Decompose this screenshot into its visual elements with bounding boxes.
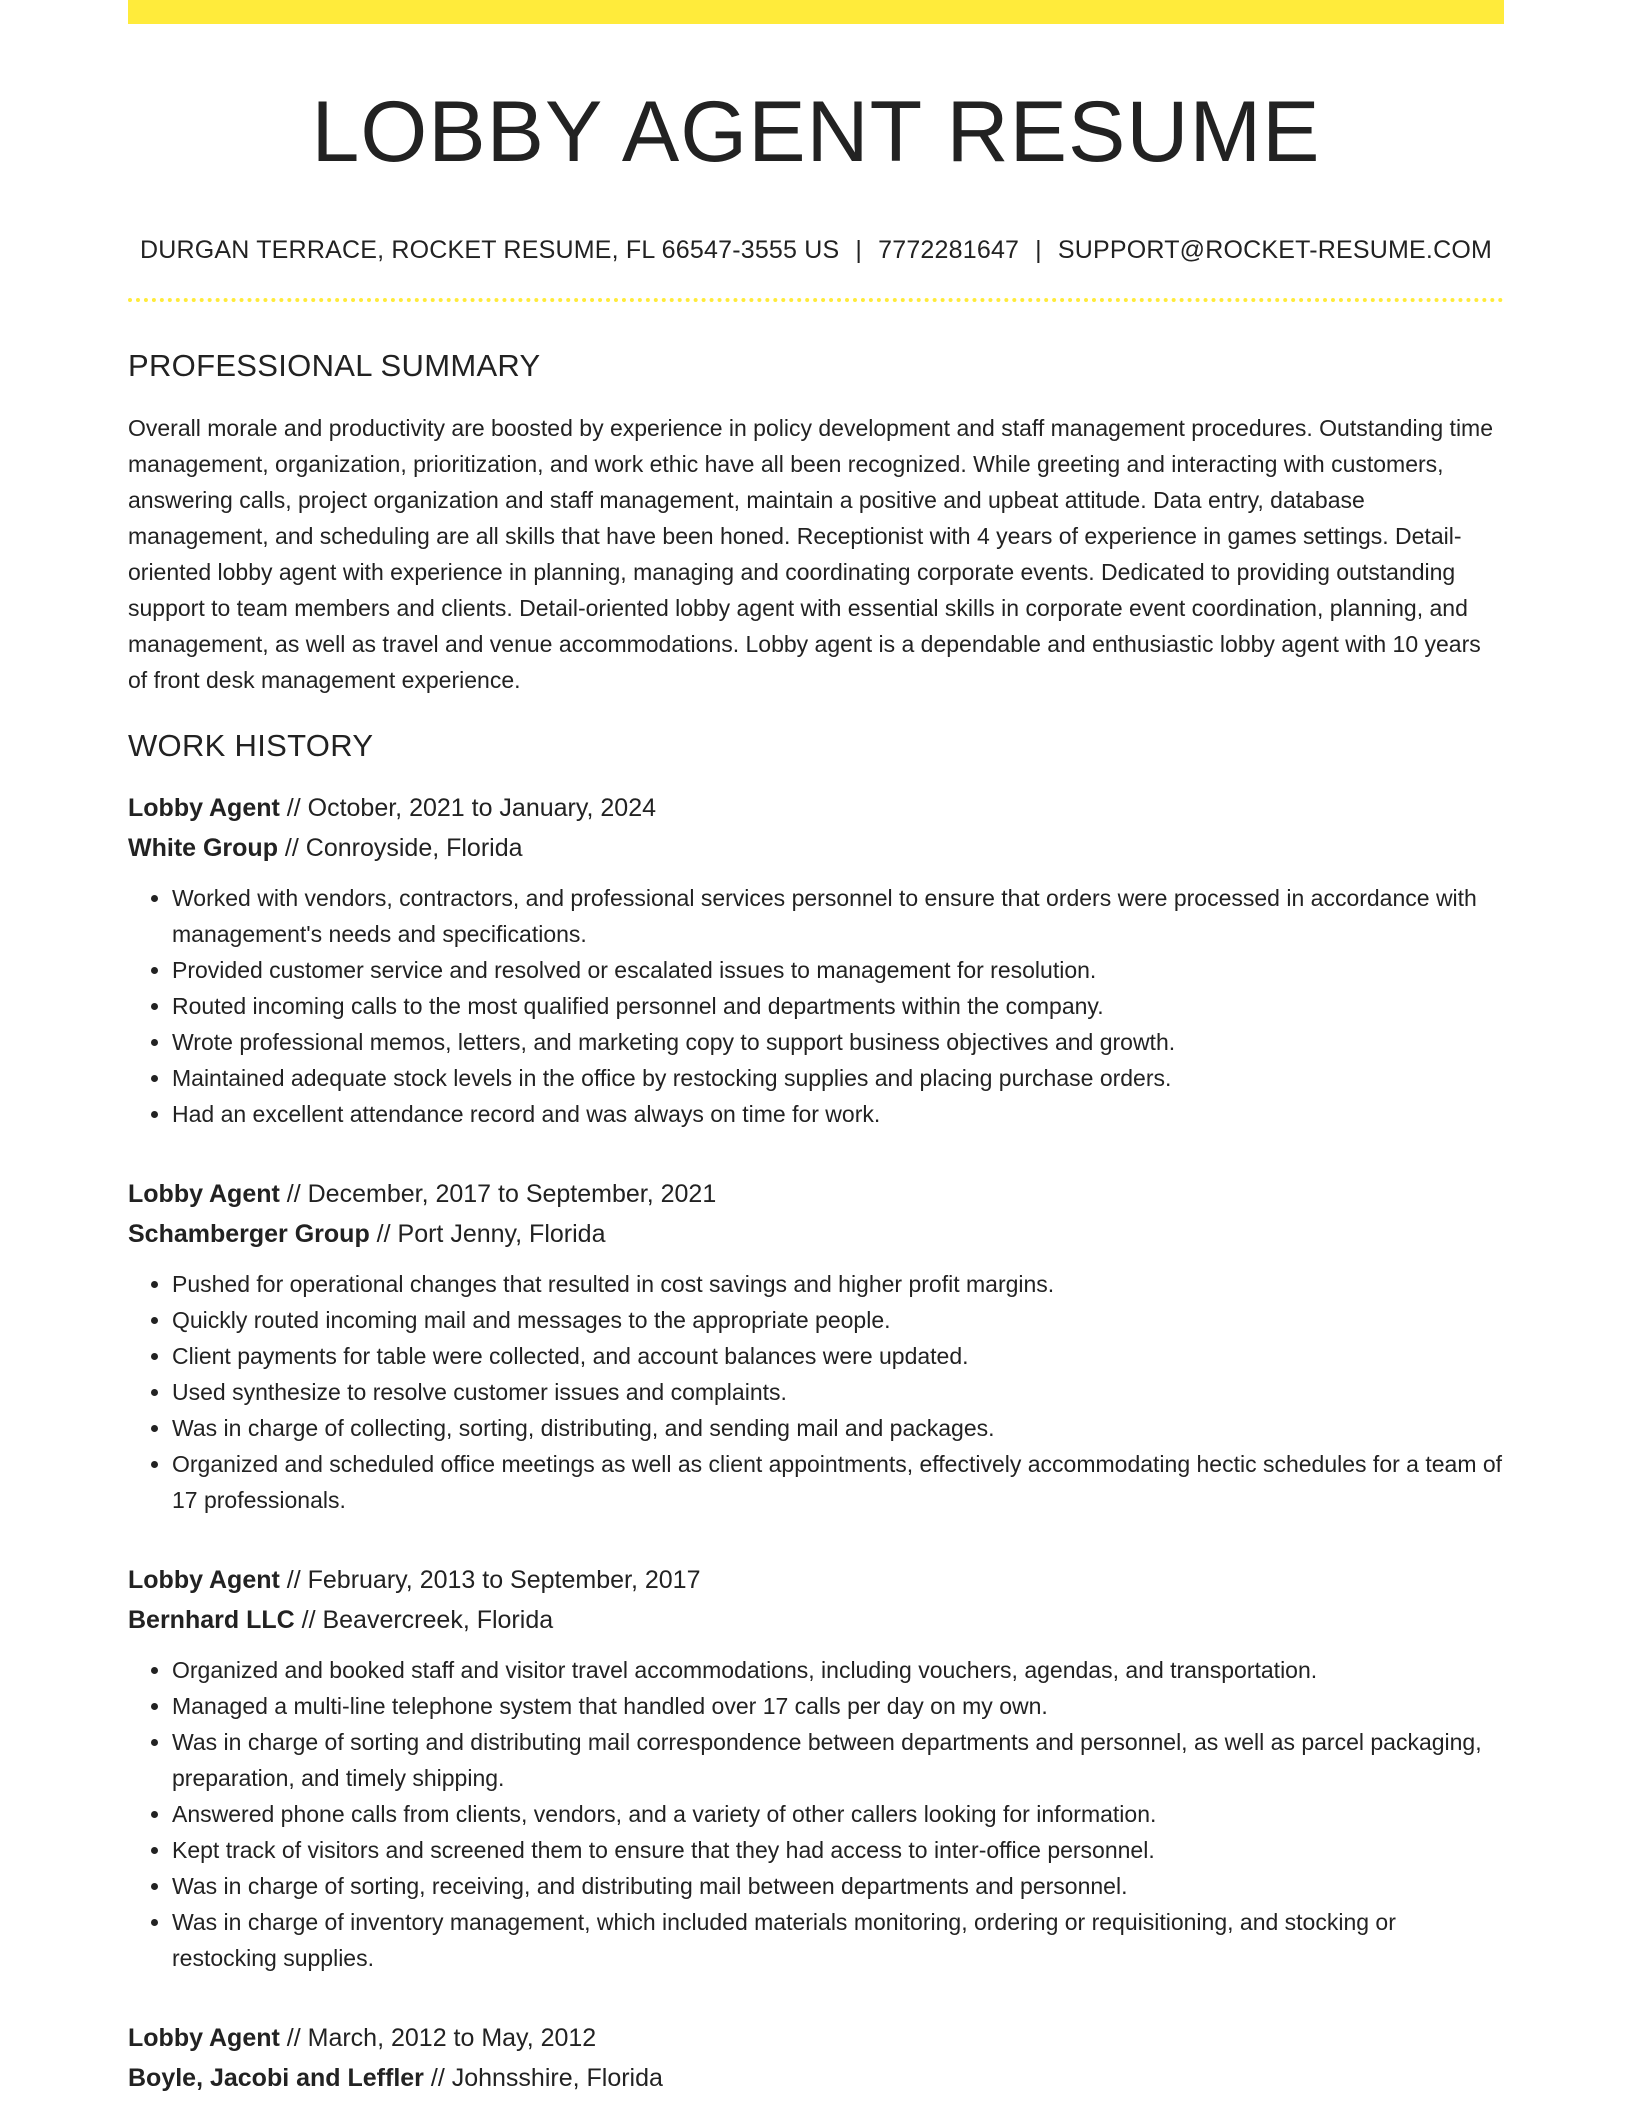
job-role: Lobby Agent [128,1180,280,1208]
job-role: Lobby Agent [128,2024,280,2052]
job-role-line [128,1174,1504,1214]
job-entry [128,788,1504,1132]
job-entry [128,1560,1504,1976]
resume-content [128,0,1504,2098]
job-bullet: • Maintained adequate stock levels in the office by restocking supplies and placing purchase orders. [172,1060,1504,1096]
dotted-divider [128,298,1504,302]
job-bullet: • Was in charge of sorting, receiving, and distributing mail between departments and personnel. [172,1868,1504,1904]
job-company: Boyle, Jacobi and Leffler [128,2064,424,2092]
job-company: White Group [128,834,278,862]
job-bullet: • Client payments for table were collected, and account balances were updated. [172,1338,1504,1374]
job-bullet: • Used synthesize to resolve customer issues and complaints. [172,1374,1504,1410]
job-bullet: • Organized and scheduled office meetings as well as client appointments, effectively accommodating hectic schedules for a team of 17 professionals. [172,1446,1504,1518]
job-bullets [128,1266,1504,1518]
job-bullet: • Routed incoming calls to the most qualified personnel and departments within the company. [172,988,1504,1024]
contact-email: SUPPORT@ROCKET-RESUME.COM [1057,236,1493,264]
job-bullet: • Provided customer service and resolved or escalated issues to management for resolution. [172,952,1504,988]
job-bullet: • Pushed for operational changes that resulted in cost savings and higher profit margins. [172,1266,1504,1302]
job-bullet: • Wrote professional memos, letters, and marketing copy to support business objectives and growth. [172,1024,1504,1060]
job-role: Lobby Agent [128,794,280,822]
job-dates: // February, 2013 to September, 2017 [279,1566,701,1594]
contact-address: DURGAN TERRACE, ROCKET RESUME, FL 66547-3555 US [139,236,840,264]
summary-text: Overall morale and productivity are boosted by experience in policy development and staff management procedures. Outstanding time management, organization, prioritization, and work ethic have all been recognized. While greeting and interacting with customers, answering calls, project organization and staff management, maintain a positive and upbeat attitude. Data entry, database management, and scheduling are all skills that have been honed. Receptionist with 4 years of experience in games settings. Detail-oriented lobby agent with experience in planning, managing and coordinating corporate events. Dedicated to providing outstanding support to team members and clients. Detail-oriented lobby agent with essential skills in corporate event coordination, planning, and management, as well as travel and venue accommodations. Lobby agent is a dependable and enthusiastic lobby agent with 10 years of front desk management experience. [128,415,1494,693]
job-location: // Beavercreek, Florida [294,1606,554,1634]
job-location: // Port Jenny, Florida [369,1220,606,1248]
job-bullet: • Worked with vendors, contractors, and professional services personnel to ensure that orders were processed in accordance with management's needs and specifications. [172,880,1504,952]
job-bullet: • Was in charge of inventory management, which included materials monitoring, ordering or requisitioning, and stocking or restocking supplies. [172,1904,1504,1976]
contact-separator: | [855,236,863,264]
job-role-line [128,1560,1504,1600]
job-entry [128,2018,1504,2098]
job-bullet: • Was in charge of collecting, sorting, distributing, and sending mail and packages. [172,1410,1504,1446]
job-bullet: • Answered phone calls from clients, vendors, and a variety of other callers looking for information. [172,1796,1504,1832]
page-title: LOBBY AGENT RESUME [311,84,1321,180]
job-entry [128,1174,1504,1518]
job-company-line [128,1214,1504,1254]
contact-phone: 7772281647 [878,236,1020,264]
job-dates: // March, 2012 to May, 2012 [279,2024,597,2052]
job-bullets [128,880,1504,1132]
job-role-line [128,788,1504,828]
job-role-line [128,2018,1504,2058]
job-company: Schamberger Group [128,1220,370,1248]
job-bullets [128,1652,1504,1976]
job-role: Lobby Agent [128,1566,280,1594]
job-location: // Johnsshire, Florida [423,2064,663,2092]
work-history-heading: WORK HISTORY [128,728,374,763]
summary-heading: PROFESSIONAL SUMMARY [128,348,541,383]
job-bullet: • Had an excellent attendance record and was always on time for work. [172,1096,1504,1132]
job-bullet: • Managed a multi-line telephone system that handled over 17 calls per day on my own. [172,1688,1504,1724]
job-bullet: • Quickly routed incoming mail and messages to the appropriate people. [172,1302,1504,1338]
contact-separator: | [1035,236,1042,264]
job-company: Bernhard LLC [128,1606,295,1634]
contact-line [128,234,1504,266]
job-location: // Conroyside, Florida [277,834,523,862]
job-bullet: • Organized and booked staff and visitor travel accommodations, including vouchers, agendas, and transportation. [172,1652,1504,1688]
job-company-line [128,1600,1504,1640]
job-dates: // December, 2017 to September, 2021 [279,1180,717,1208]
job-dates: // October, 2021 to January, 2024 [279,794,657,822]
job-bullet: • Was in charge of sorting and distributing mail correspondence between departments and personnel, as well as parcel packaging, preparation, and timely shipping. [172,1724,1504,1796]
job-bullet: • Kept track of visitors and screened them to ensure that they had access to inter-office personnel. [172,1832,1504,1868]
job-company-line [128,828,1504,868]
job-company-line [128,2058,1504,2098]
